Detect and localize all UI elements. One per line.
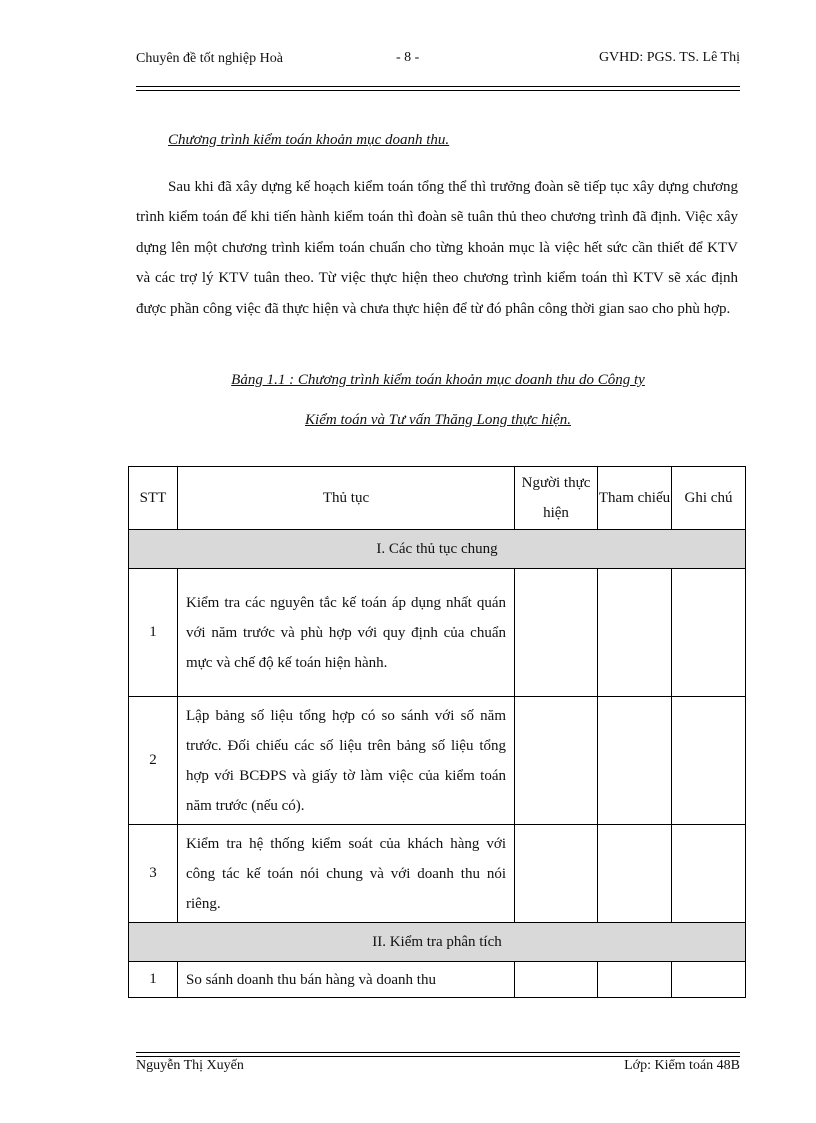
row-ghi-chu-cell bbox=[672, 825, 746, 923]
table-row bbox=[129, 962, 746, 998]
row-nguoi-cell bbox=[515, 697, 598, 825]
row-procedure: Lập bảng số liệu tổng hợp có so sánh với số năm trước. Đối chiếu các số liệu trên bảng số liệu tổng hợp với BCĐPS và giấy tờ làm việc của kiểm toán năm trước (nếu có). bbox=[178, 697, 515, 825]
row-procedure: Kiểm tra các nguyên tắc kế toán áp dụng nhất quán với năm trước và phù hợp với quy định của chuẩn mực và chế độ kế toán hiện hành. bbox=[178, 569, 515, 697]
col-header-ghi-chu: Ghi chú bbox=[672, 467, 746, 530]
row-ghi-chu-cell bbox=[672, 569, 746, 697]
row-tham-chieu-cell bbox=[598, 825, 672, 923]
table-header-row bbox=[129, 467, 746, 530]
row-ghi-chu-cell bbox=[672, 962, 746, 998]
col-header-nguoi-thuc-hien: Người thực hiện bbox=[515, 467, 598, 530]
footer-class: Lớp: Kiểm toán 48B bbox=[624, 1058, 740, 1073]
body-paragraph: Sau khi đã xây dựng kế hoạch kiểm toán tổng thể thì trưởng đoàn sẽ tiếp tục xây dựng chương trình kiểm toán để khi tiến hành kiểm toán thì đoàn sẽ tuân thủ theo chương trình đã định. Việc xây dựng lên một chương trình kiểm toán chuẩn cho từng khoản mục là việc hết sức cần thiết để KTV và các trợ lý KTV tuân theo. Từ việc thực hiện theo chương trình kiểm toán thì KTV sẽ xác định được phần công việc đã thực hiện và chưa thực hiện để từ đó phân công thời gian sao cho phù hợp. bbox=[136, 179, 738, 317]
row-nguoi-cell bbox=[515, 962, 598, 998]
table-caption-line1: Bảng 1.1 : Chương trình kiểm toán khoản mục doanh thu do Công ty bbox=[231, 372, 645, 388]
section-title: Chương trình kiểm toán khoản mục doanh thu. bbox=[168, 132, 450, 148]
footer-rule bbox=[136, 1052, 740, 1057]
col-header-stt: STT bbox=[129, 467, 178, 530]
page-header bbox=[136, 50, 740, 86]
row-tham-chieu-cell bbox=[598, 697, 672, 825]
header-rule bbox=[136, 86, 740, 91]
row-stt: 1 bbox=[129, 569, 178, 697]
group-row-general bbox=[129, 530, 746, 569]
row-tham-chieu-cell bbox=[598, 569, 672, 697]
table-row bbox=[129, 697, 746, 825]
row-tham-chieu-cell bbox=[598, 962, 672, 998]
footer-author: Nguyễn Thị Xuyến bbox=[136, 1058, 244, 1073]
table-row bbox=[129, 825, 746, 923]
row-stt: 2 bbox=[129, 697, 178, 825]
col-header-tham-chieu: Tham chiếu bbox=[598, 467, 672, 530]
row-stt: 3 bbox=[129, 825, 178, 923]
audit-procedures-table bbox=[128, 466, 746, 998]
table-row bbox=[129, 569, 746, 697]
col-header-thu-tuc: Thủ tục bbox=[178, 467, 515, 530]
table-caption-line2: Kiểm toán và Tư vấn Thăng Long thực hiện. bbox=[305, 412, 571, 428]
header-left: Chuyên đề tốt nghiệp Hoà bbox=[136, 51, 283, 66]
group-label: II. Kiểm tra phân tích bbox=[129, 923, 746, 962]
row-ghi-chu-cell bbox=[672, 697, 746, 825]
row-nguoi-cell bbox=[515, 569, 598, 697]
row-nguoi-cell bbox=[515, 825, 598, 923]
row-stt: 1 bbox=[129, 962, 178, 998]
row-procedure: So sánh doanh thu bán hàng và doanh thu bbox=[178, 962, 515, 998]
group-label: I. Các thủ tục chung bbox=[129, 530, 746, 569]
page-number: - 8 - bbox=[396, 50, 420, 65]
row-procedure: Kiểm tra hệ thống kiểm soát của khách hàng với công tác kế toán nói chung và với doanh thu nói riêng. bbox=[178, 825, 515, 923]
header-right: GVHD: PGS. TS. Lê Thị bbox=[598, 50, 740, 65]
group-row-analytics bbox=[129, 923, 746, 962]
